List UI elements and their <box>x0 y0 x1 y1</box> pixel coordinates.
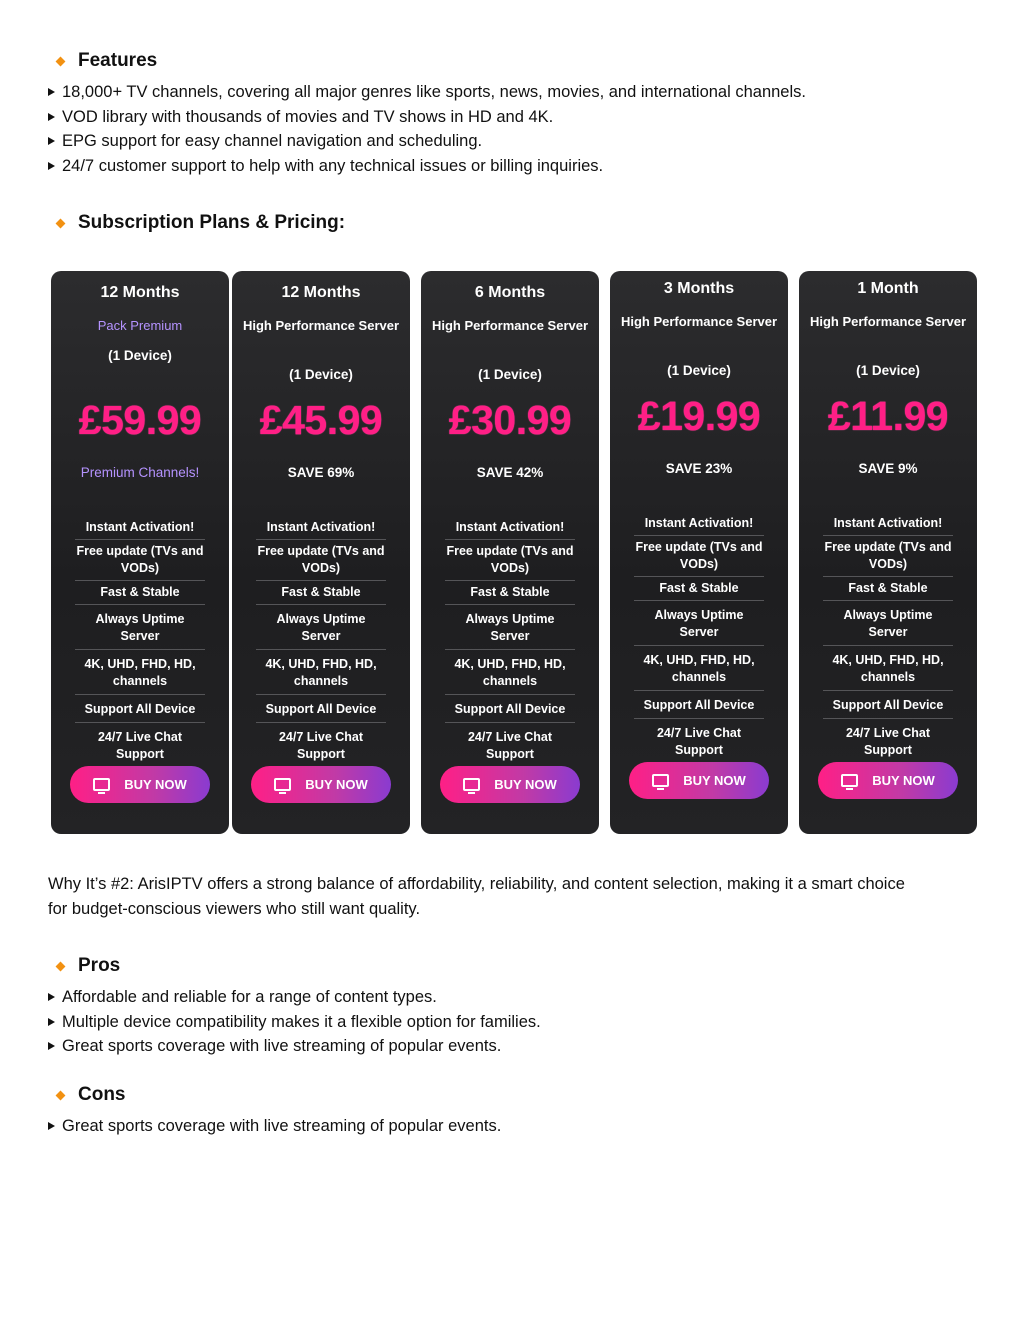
diamond-icon <box>56 218 66 228</box>
plan-subtitle: High Performance Server <box>809 314 967 329</box>
why-paragraph: Why It’s #2: ArisIPTV offers a strong balance of affordability, reliability, and content selection, making it a smart choice for budget-conscious viewers who still want quality. <box>48 875 905 918</box>
plan-feature: Instant Activation! <box>823 512 953 536</box>
features-list <box>48 80 806 178</box>
plan-feature: Support All Device <box>445 695 575 723</box>
plan-device: (1 Device) <box>478 367 542 382</box>
plan-card <box>232 271 410 834</box>
plan-price: £59.99 <box>78 397 202 443</box>
plan-device: (1 Device) <box>856 363 920 378</box>
plan-feature: 24/7 Live Chat Support <box>97 730 183 761</box>
plan-feature: Always Uptime Server <box>445 605 575 650</box>
plan-feature: Always Uptime Server <box>75 605 205 650</box>
plan-feature: 4K, UHD, FHD, HD, channels <box>823 646 953 691</box>
plan-feature: Instant Activation! <box>445 516 575 540</box>
plan-features <box>61 516 219 767</box>
list-item <box>48 1034 541 1059</box>
list-item <box>48 985 541 1010</box>
cons-list <box>48 1114 501 1139</box>
plan-features <box>242 516 400 767</box>
plan-price: £45.99 <box>259 397 383 443</box>
plan-duration: 3 Months <box>663 280 735 297</box>
triangle-bullet-icon <box>48 137 55 145</box>
cons-heading <box>55 1084 126 1106</box>
plan-price: £19.99 <box>637 393 761 439</box>
plan-feature: Free update (TVs and VODs) <box>634 536 764 577</box>
plan-features <box>620 512 778 763</box>
plan-subtitle: High Performance Server <box>620 314 778 329</box>
list-item-text: Great sports coverage with live streaming of popular events. <box>62 1037 502 1055</box>
tv-icon <box>463 778 480 791</box>
plans-heading <box>55 212 345 234</box>
plan-card <box>421 271 599 834</box>
features-heading-text: Features <box>78 50 158 71</box>
triangle-bullet-icon <box>48 1018 55 1026</box>
buy-now-label: BUY NOW <box>494 777 557 792</box>
tv-icon <box>93 778 110 791</box>
plan-save: SAVE 23% <box>665 461 733 476</box>
plan-feature: Fast & Stable <box>823 577 953 601</box>
plan-features <box>809 512 967 763</box>
plan-feature: Fast & Stable <box>634 577 764 601</box>
plan-device: (1 Device) <box>289 367 353 382</box>
buy-now-button[interactable] <box>629 762 769 799</box>
plan-save: SAVE 69% <box>287 465 355 480</box>
list-item-text: VOD library with thousands of movies and TV shows in HD and 4K. <box>62 107 554 126</box>
plan-save: SAVE 9% <box>858 461 918 476</box>
plan-feature: 24/7 Live Chat Support <box>845 726 931 757</box>
diamond-icon <box>56 1090 66 1100</box>
pros-heading <box>55 955 120 977</box>
features-heading <box>55 50 157 72</box>
plan-feature: 24/7 Live Chat Support <box>467 730 553 761</box>
plan-duration: 12 Months <box>281 284 361 301</box>
plans-heading-text: Subscription Plans & Pricing: <box>78 212 346 233</box>
plan-feature: Support All Device <box>823 691 953 719</box>
plan-card <box>799 271 977 834</box>
plan-feature: 4K, UHD, FHD, HD, channels <box>75 650 205 695</box>
triangle-bullet-icon <box>48 113 55 121</box>
plan-save: SAVE 42% <box>476 465 544 480</box>
buy-now-button[interactable] <box>440 766 580 803</box>
plan-duration: 1 Month <box>857 280 919 297</box>
diamond-icon <box>56 961 66 971</box>
triangle-bullet-icon <box>48 1042 55 1050</box>
plan-price: £30.99 <box>448 397 572 443</box>
list-item <box>48 154 806 179</box>
plan-price: £11.99 <box>827 393 949 439</box>
triangle-bullet-icon <box>48 162 55 170</box>
plan-features <box>431 516 589 767</box>
plan-card <box>610 271 788 834</box>
plan-feature: Fast & Stable <box>256 581 386 605</box>
cons-heading-text: Cons <box>78 1084 126 1105</box>
list-item <box>48 1010 541 1035</box>
plan-feature: Always Uptime Server <box>256 605 386 650</box>
plan-duration: 6 Months <box>474 284 546 301</box>
tv-icon <box>274 778 291 791</box>
plan-feature: 4K, UHD, FHD, HD, channels <box>256 650 386 695</box>
triangle-bullet-icon <box>48 1122 55 1130</box>
plan-device: (1 Device) <box>667 363 731 378</box>
list-item-text: EPG support for easy channel navigation and scheduling. <box>62 132 483 150</box>
pros-list <box>48 985 541 1059</box>
plan-subtitle: High Performance Server <box>242 318 400 333</box>
list-item <box>48 105 806 130</box>
plan-feature: 4K, UHD, FHD, HD, channels <box>634 646 764 691</box>
list-item-text: 24/7 customer support to help with any technical issues or billing inquiries. <box>62 156 604 175</box>
buy-now-button[interactable] <box>70 766 210 803</box>
list-item-text: Multiple device compatibility makes it a flexible option for families. <box>62 1012 541 1031</box>
plan-subtitle: High Performance Server <box>431 318 589 333</box>
plan-feature: Support All Device <box>634 691 764 719</box>
plan-feature: Support All Device <box>75 695 205 723</box>
plan-feature: Instant Activation! <box>75 516 205 540</box>
plan-duration: 12 Months <box>100 284 180 301</box>
plan-feature: Instant Activation! <box>634 512 764 536</box>
list-item <box>48 1114 501 1139</box>
plan-feature: Free update (TVs and VODs) <box>256 540 386 581</box>
pricing-plans <box>51 271 978 834</box>
plan-feature: 4K, UHD, FHD, HD, channels <box>445 650 575 695</box>
plan-feature: Fast & Stable <box>75 581 205 605</box>
plan-feature: Instant Activation! <box>256 516 386 540</box>
plan-subtitle: Pack Premium <box>97 318 183 333</box>
pros-heading-text: Pros <box>78 955 121 976</box>
tv-icon <box>652 774 669 787</box>
plan-device: (1 Device) <box>108 348 172 363</box>
plan-feature: Always Uptime Server <box>823 601 953 646</box>
list-item <box>48 129 806 154</box>
plan-feature: 24/7 Live Chat Support <box>656 726 742 757</box>
list-item-text: Great sports coverage with live streaming of popular events. <box>62 1117 502 1135</box>
plan-feature: Free update (TVs and VODs) <box>445 540 575 581</box>
diamond-icon <box>56 56 66 66</box>
list-item-text: 18,000+ TV channels, covering all major genres like sports, news, movies, and international channels. <box>62 83 806 101</box>
list-item <box>48 80 806 105</box>
buy-now-label: BUY NOW <box>305 777 368 792</box>
buy-now-label: BUY NOW <box>872 773 935 788</box>
plan-save: Premium Channels! <box>80 465 200 480</box>
plan-feature: 24/7 Live Chat Support <box>278 730 364 761</box>
buy-now-label: BUY NOW <box>124 777 187 792</box>
plan-card <box>51 271 229 834</box>
plan-feature: Support All Device <box>256 695 386 723</box>
plan-feature: Always Uptime Server <box>634 601 764 646</box>
buy-now-button[interactable] <box>251 766 391 803</box>
plan-feature: Free update (TVs and VODs) <box>75 540 205 581</box>
buy-now-button[interactable] <box>818 762 958 799</box>
tv-icon <box>841 774 858 787</box>
plan-feature: Fast & Stable <box>445 581 575 605</box>
buy-now-label: BUY NOW <box>683 773 746 788</box>
list-item-text: Affordable and reliable for a range of content types. <box>62 988 437 1006</box>
plan-feature: Free update (TVs and VODs) <box>823 536 953 577</box>
triangle-bullet-icon <box>48 993 55 1001</box>
triangle-bullet-icon <box>48 88 55 96</box>
